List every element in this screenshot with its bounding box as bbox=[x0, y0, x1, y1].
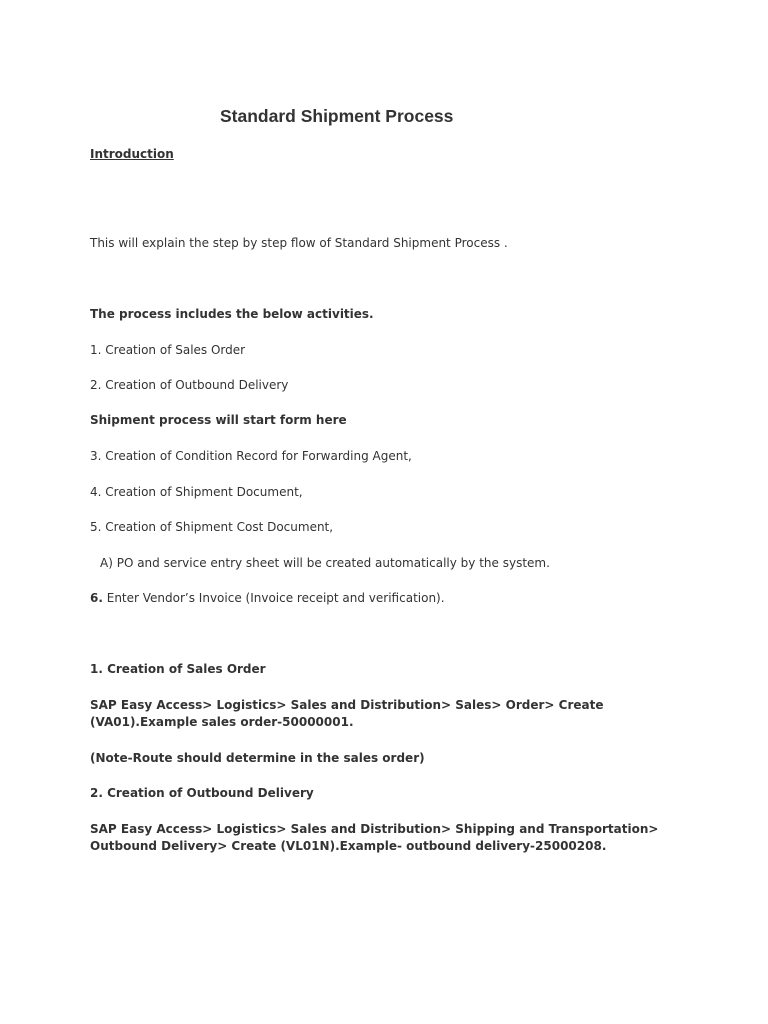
shipment-step: 3. Creation of Condition Record for Forwarding Agent, bbox=[90, 449, 412, 463]
shipment-start-heading: Shipment process will start form here bbox=[90, 413, 347, 427]
intro-text: This will explain the step by step flow of Standard Shipment Process . bbox=[90, 236, 508, 250]
step-6-number: 6. bbox=[90, 591, 103, 605]
section-1-heading: 1. Creation of Sales Order bbox=[90, 662, 266, 676]
section-1-path-line-1: SAP Easy Access> Logistics> Sales and Distribution> Sales> Order> Create bbox=[90, 698, 604, 712]
activities-heading: The process includes the below activities. bbox=[90, 307, 374, 321]
activity-item: 1. Creation of Sales Order bbox=[90, 343, 246, 357]
section-2-heading: 2. Creation of Outbound Delivery bbox=[90, 786, 314, 800]
section-1-path-line-2: (VA01).Example sales order-50000001. bbox=[90, 715, 354, 729]
section-2-path-line-1: SAP Easy Access> Logistics> Sales and Distribution> Shipping and Transportation> bbox=[90, 822, 659, 836]
intro-heading: Introduction bbox=[90, 147, 174, 161]
step-6 bbox=[90, 590, 445, 607]
section-2-path-line-2: Outbound Delivery> Create (VL01N).Example- outbound delivery-25000208. bbox=[90, 839, 607, 853]
section-1-note: (Note-Route should determine in the sales order) bbox=[90, 751, 425, 765]
step-6-text: Enter Vendor’s Invoice (Invoice receipt and verification). bbox=[102, 591, 445, 605]
document-title: Standard Shipment Process bbox=[220, 106, 454, 126]
activity-item: 2. Creation of Outbound Delivery bbox=[90, 378, 289, 392]
shipment-step: 5. Creation of Shipment Cost Document, bbox=[90, 520, 334, 534]
substep-text: A) PO and service entry sheet will be created automatically by the system. bbox=[100, 556, 550, 570]
shipment-step: 4. Creation of Shipment Document, bbox=[90, 485, 303, 499]
